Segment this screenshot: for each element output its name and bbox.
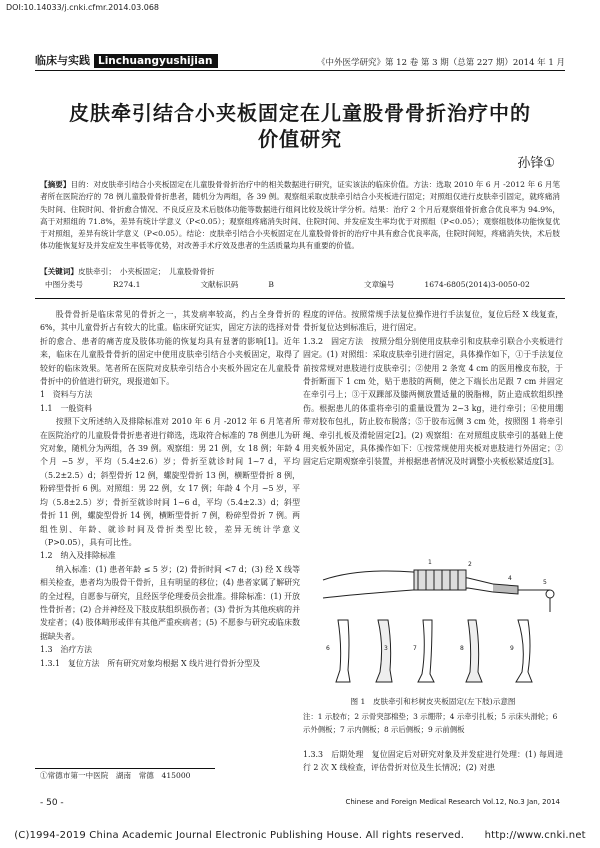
author: 孙锋① [517, 156, 555, 171]
column-name: 临床与实践 [35, 54, 90, 67]
keywords-text: 皮肤牵引； 小夹板固定； 儿童股骨骨折 [77, 267, 215, 276]
figure-number-label: 2 [468, 561, 472, 568]
figure-number-label: 3 [384, 645, 388, 652]
figure-number-label: 7 [413, 645, 417, 652]
column-name-english: Linchuangyushijian [94, 54, 218, 68]
title-line-2: 价值研究 [258, 127, 342, 151]
abstract-rule [35, 298, 565, 299]
journal-english-info: Chinese and Foreign Medical Research Vol.12, No.3 Jan, 2014 [345, 798, 560, 806]
footnote-rule [35, 768, 215, 769]
clc-value: R274.1 [112, 280, 141, 289]
section-heading: 1.3.3 后期处理 复位固定后对研究对象及并发症进行处理：(1) 每周进行 2 次 X 线检查，评估骨折对位及生长情况；(2) 对患 [303, 750, 563, 773]
journal-issue-info: 《中外医学研究》第 12 卷 第 3 期（总第 227 期）2014 年 1 月 [316, 58, 565, 68]
section-heading: 1.3.1 复位方法 所有研究对象均根据 X 线片进行骨折分型及 [40, 658, 261, 668]
abstract-text: 目的：对皮肤牵引结合小夹板固定在儿童股骨骨折治疗中的相关数据进行研究，证实该法的临床价值。方法：选取 2010 年 6 月 -2012 年 6 月笔者所在医院治疗的 78 例儿童股骨骨折患者，随机分为两组，各 39 例。观察组采取皮肤牵引结合小夹板进行固定；对照组仅进行皮肤牵引固定，就疼痛消失时间、住院时间、骨折愈合情况、不良反应及术后肢体功能等数据进行组间比较及统计学分析。结果：治疗 2 个月后观察组骨折愈合优良率为 94.9%，高于对照组的 71.8%，差异有统计学意义（P<0.05）；观察组疼痛消失时间、住院时间、并发症发生率均优于对照组（P<0.05）；观察组肢体功能恢复优于对照组，差异有统计学意义（P<0.05）。结论：皮肤牵引结合小夹板固定在儿童股骨骨折的治疗中具有愈合优良率高，住院时间短，疼痛消失快，术后肢体功能恢复好及并发症发生率低等优势，对改善手术疗效及患者的生活质量均具有重要的价值。 [40, 180, 560, 251]
leg-top-view [323, 570, 554, 612]
body-right-tail [303, 748, 563, 775]
paragraph: 纳入标准：(1) 患者年龄 ≤ 5 岁；(2) 骨折时间 <7 d；(3) 经 X 线等相关检查，患者均为股骨干骨折，且有明显的移位；(4) 患者家属了解研究的全过程，自愿参与研究，且经医学伦理委员会批准。排除标准：(1) 开放性骨折者；(2) 合并神经及下肢皮肤组织损伤者；(3) 骨折为其他疾病的并发症者；(4) 肢体畸形或伴有其他严重疾病者；(5) 不愿参与研究或临床数据缺失者。 [40, 564, 300, 641]
figure-caption: 图 1 皮肤牵引和杉树皮夹板固定(左下肢)示意图 [350, 697, 516, 706]
page-number: - 50 - [40, 798, 64, 808]
figure-number-label: 5 [543, 579, 547, 586]
traction-figure [318, 550, 558, 690]
keywords [40, 266, 560, 278]
article-id-label: 文章编号 [364, 280, 395, 289]
paragraph: 程度的评估。按照常规手法复位操作进行手法复位，复位后经 X 线复查，骨折复位达到标准后，进行固定。 [303, 310, 563, 333]
article-title [30, 100, 570, 152]
header-rule [35, 70, 565, 71]
doc-code-value: B [268, 280, 274, 289]
doc-code-label: 文献标识码 [200, 280, 239, 289]
body-right-column [303, 308, 563, 469]
abstract [40, 179, 560, 253]
body-left-column [40, 308, 300, 670]
section-heading: 1.2 纳入及排除标准 [40, 551, 116, 561]
section-heading: 1.3 治疗方法 [40, 645, 93, 655]
section-heading: 1.1 一般资料 [40, 403, 93, 413]
copyright-notice: (C)1994-2019 China Academic Journal Electronic Publishing House. All rights reserved. http://www.cnki.net [14, 830, 586, 841]
figure-number-label: 9 [510, 645, 514, 652]
figure-number-label: 1 [428, 559, 432, 566]
figure-number-label: 8 [460, 645, 464, 652]
section-heading: 1 资料与方法 [40, 390, 93, 400]
figure-legend: 注：1 示胶布；2 示骨突部棉垫；3 示绷带；4 示牵引扎板；5 示床头滑轮；6 示外侧板；7 示内侧板；8 示后侧板；9 示前侧板 [303, 712, 558, 734]
classification-line [45, 279, 560, 291]
abstract-label: 【摘要】 [40, 180, 71, 189]
figure-number-label: 4 [508, 575, 512, 582]
leg-views [336, 620, 532, 682]
running-header [35, 52, 565, 68]
paragraph: 1.3.2 固定方法 按照分组分别使用皮肤牵引和皮肤牵引联合小夹板进行固定。(1) 对照组：采取皮肤牵引进行固定，具体操作如下，①于手法复位前按常规对患肢进行皮肤牵引；②使用 2 条宽 4 cm 的医用橡皮布胶，于骨折断面下 1 cm 处，贴于患肢的两侧，使之下端长出足跟 7 cm 并固定在牵引弓上；③于双踝部及膝两侧放置适量的脱脂棉，防止造成软组织挫伤。根据患儿的体重将牵引的重量设置为 2~3 kg，进行牵引；④使用绷带对胶布包扎，防止胶布脱落；⑤于胶布远侧 3 cm 处，按照图 1 将牵引绳、牵引扎板及滑轮固定[2]。(2) 观察组：在对照组皮肤牵引的基础上使用夹板外固定，具体操作如下：①按常规使用夹板对患肢进行外固定；②固定后定期观察牵引装置，并根据患者情况及时调整小夹板松紧适度[3]。 [303, 336, 563, 467]
title-line-1: 皮肤牵引结合小夹板固定在儿童股骨骨折治疗中的 [69, 101, 531, 125]
paragraph: 股骨骨折是临床常见的骨折之一，其发病率较高，约占全身骨折的 6%，其中儿童骨折占有较大的比重。临床研究证实，固定方法的选择对骨折的愈合、患者的痛苦度及肢体功能的恢复均具有显著的影响[1]。近年来，临床在儿童股骨骨折的固定中使用皮肤牵引结合小夹板固定，取得了较好的临床效果。笔者所在医院对皮肤牵引结合小夹板外固定在儿童股骨骨折中的价值进行研究，现报道如下。 [40, 310, 300, 387]
doi-label: DOI:10.14033/j.cnki.cfmr.2014.03.068 [6, 3, 160, 12]
keywords-label: 【关键词】 [40, 267, 78, 276]
clc-label: 中图分类号 [45, 280, 83, 289]
paragraph: 按照下文所述纳入及排除标准对 2010 年 6 月 -2012 年 6 月笔者所在医院治疗的儿童股骨骨折患者进行筛选，选取符合标准的 78 例患儿为研究对象，随机分为两组，各 39 例。观察组：男 21 例，女 18 例；年龄 4 个月 ~5 岁，平均（5.4±2.6）岁；骨折至就诊时间 1~7 d，平均（5.2±2.5）d；斜型骨折 12 例，螺旋型骨折 13 例，横断型骨折 8 例，粉碎型骨折 6 例。对照组：男 22 例，女 17 例；年龄 4 个月 ~5 岁，平均（5.8±2.5）岁；骨折至就诊时间 1~6 d，平均（5.4±2.3）d；斜型骨折 11 例，螺旋型骨折 14 例，横断型骨折 7 例，粉碎型骨折 7 例。两组性别、年龄、就诊时间及骨折类型比较，差异无统计学意义（P>0.05），具有可比性。 [40, 417, 300, 547]
figure-number-label: 6 [326, 645, 330, 652]
article-id-value: 1674-6805(2014)3-0050-02 [424, 280, 530, 289]
footnote: ①常德市第一中医院 湖南 常德 415000 [40, 771, 191, 780]
